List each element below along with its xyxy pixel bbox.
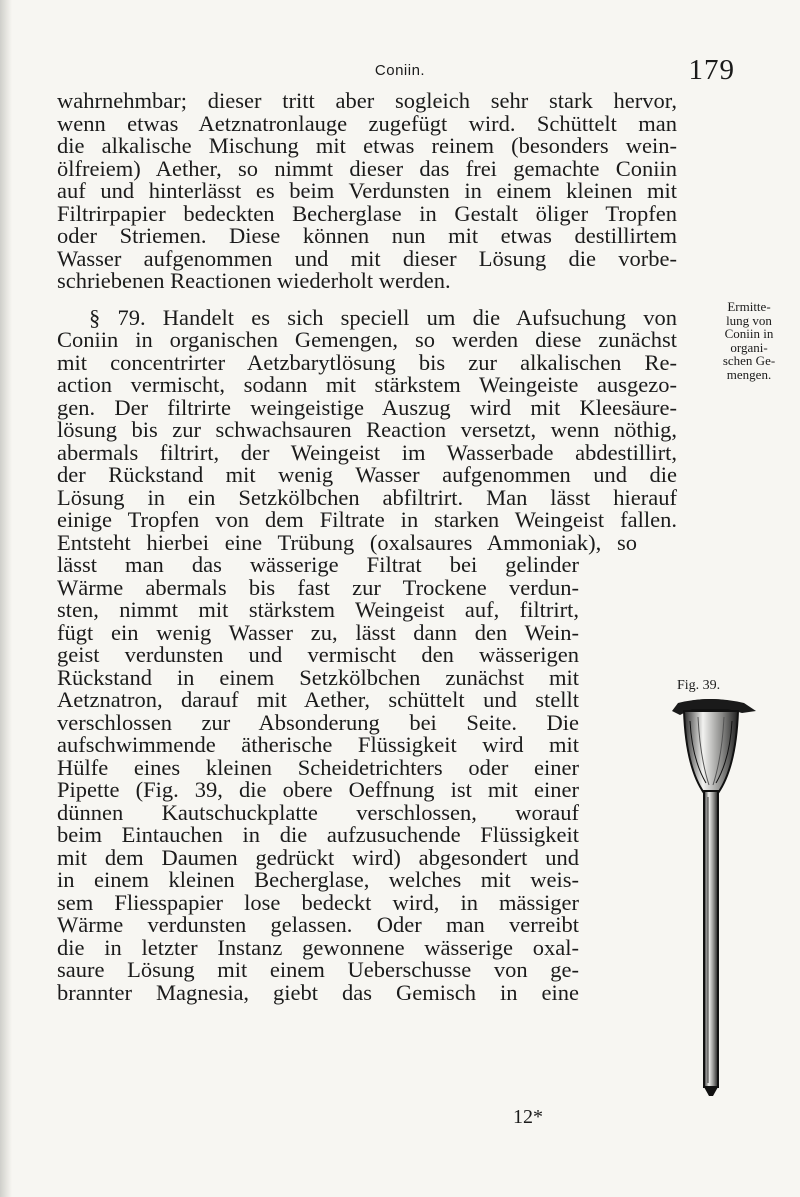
- text-line: action vermischt, sodann mit stärkstem Weingeiste ausgezo-: [57, 372, 677, 397]
- text-line: Entsteht hierbei eine Trübung (oxalsaures Ammoniak), so: [57, 529, 637, 555]
- text-line: Lösung in ein Setzkölbchen abfiltrirt. Man lässt hierauf: [57, 484, 677, 510]
- text-line: fügt ein wenig Wasser zu, lässt dann den Wein-: [57, 619, 579, 645]
- text-line: geist verdunsten und vermischt den wässerigen: [57, 642, 579, 667]
- text-line: saure Lösung mit einem Ueberschusse von ge-: [57, 957, 579, 982]
- text-line: auf und hinterlässt es beim Verdunsten in einem kleinen mit: [57, 178, 677, 203]
- margin-note-line: schen Ge-: [722, 353, 776, 368]
- text-line: Wärme verdunsten gelassen. Oder man verreibt: [57, 912, 579, 937]
- text-line: mit concentrirter Aetzbarytlösung bis zur alkalischen Re-: [57, 349, 677, 375]
- text-line: wahrnehmbar; dieser tritt aber sogleich sehr stark hervor,: [57, 88, 677, 113]
- text-line: verschlossen zur Absonderung bei Seite. Die: [57, 709, 579, 735]
- text-line: Filtrirpapier bedeckten Becherglase in Gestalt öliger Tropfen: [57, 200, 677, 226]
- text-line: sem Fliesspapier lose bedeckt wird, in mässiger: [57, 889, 579, 915]
- figure-caption: Fig. 39.: [677, 678, 721, 693]
- text-line: brannter Magnesia, giebt das Gemisch in eine: [57, 979, 579, 1005]
- pipette-icon: [668, 697, 764, 1097]
- page-number: 179: [688, 54, 735, 86]
- text-line: Coniin in organischen Gemengen, so werden diese zunächst: [57, 327, 677, 352]
- margin-note-line: lung von: [726, 312, 772, 328]
- text-line: die in letzter Instanz gewonnene wässerige oxal-: [57, 934, 579, 960]
- text-line: Rückstand in einem Setzkölbchen zunächst mit: [57, 664, 579, 690]
- text-line: ölfreiem) Aether, so nimmt dieser das frei gemachte Coniin: [57, 155, 677, 181]
- text-line: § 79. Handelt es sich speciell um die Aufsuchung von: [89, 304, 677, 330]
- running-header: [0, 40, 800, 86]
- text-line: schriebenen Reactionen wiederholt werden.: [57, 268, 451, 293]
- margin-note-line: organi-: [730, 339, 768, 355]
- text-line: beim Eintauchen in die aufzusuchende Flüssigkeit: [57, 822, 579, 847]
- text-line: lösung bis zur schwachsauren Reaction versetzt, wenn nöthig,: [57, 417, 677, 442]
- text-line: Wärme abermals bis fast zur Trockene verdun-: [57, 574, 579, 600]
- text-line: der Rückstand mit wenig Wasser aufgenommen und die: [57, 462, 677, 487]
- text-line: Wasser aufgenommen und mit dieser Lösung die vorbe-: [57, 245, 677, 271]
- margin-note-line: Ermitte-: [727, 299, 771, 314]
- main-text: [57, 90, 677, 1004]
- text-line: dünnen Kautschuckplatte verschlossen, worauf: [57, 799, 579, 825]
- text-line: sten, nimmt mit stärkstem Weingeist auf, filtrirt,: [57, 597, 579, 622]
- text-line: Aetznatron, darauf mit Aether, schüttelt und stellt: [57, 687, 579, 712]
- paragraph-1: [57, 90, 677, 293]
- margin-note-line: Coniin in: [724, 326, 774, 341]
- text-line: wenn etwas Aetznatronlauge zugefügt wird. Schüttelt man: [57, 110, 677, 136]
- text-line: mit dem Daumen gedrückt wird) abgesondert und: [57, 844, 579, 870]
- text-line: gen. Der filtrirte weingeistige Auszug wird mit Kleesäure-: [57, 394, 677, 420]
- text-line: einige Tropfen von dem Filtrate in starken Weingeist fallen.: [57, 507, 677, 532]
- margin-note-line: mengen.: [726, 366, 772, 382]
- margin-note: [704, 300, 794, 381]
- text-line: lässt man das wässerige Filtrat bei gelinder: [57, 552, 579, 577]
- text-line: Hülfe eines kleinen Scheidetrichters oder einer: [57, 754, 579, 780]
- text-line: in einem kleinen Becherglase, welches mit weis-: [57, 867, 579, 892]
- running-title: Coniin.: [374, 62, 426, 79]
- text-line: die alkalische Mischung mit etwas reinem (besonders wein-: [57, 133, 677, 158]
- text-line: aufschwimmende ätherische Flüssigkeit wird mit: [57, 732, 579, 757]
- signature-mark: 12*: [513, 1106, 543, 1128]
- paragraph-2: [57, 304, 677, 1005]
- text-line: oder Striemen. Diese können nun mit etwas destillirtem: [57, 223, 677, 248]
- page-gutter-shadow: [0, 0, 12, 1197]
- text-line: abermals filtrirt, der Weingeist im Wasserbade abdestillirt,: [57, 439, 677, 465]
- text-line: Pipette (Fig. 39, die obere Oeffnung ist mit einer: [57, 777, 579, 802]
